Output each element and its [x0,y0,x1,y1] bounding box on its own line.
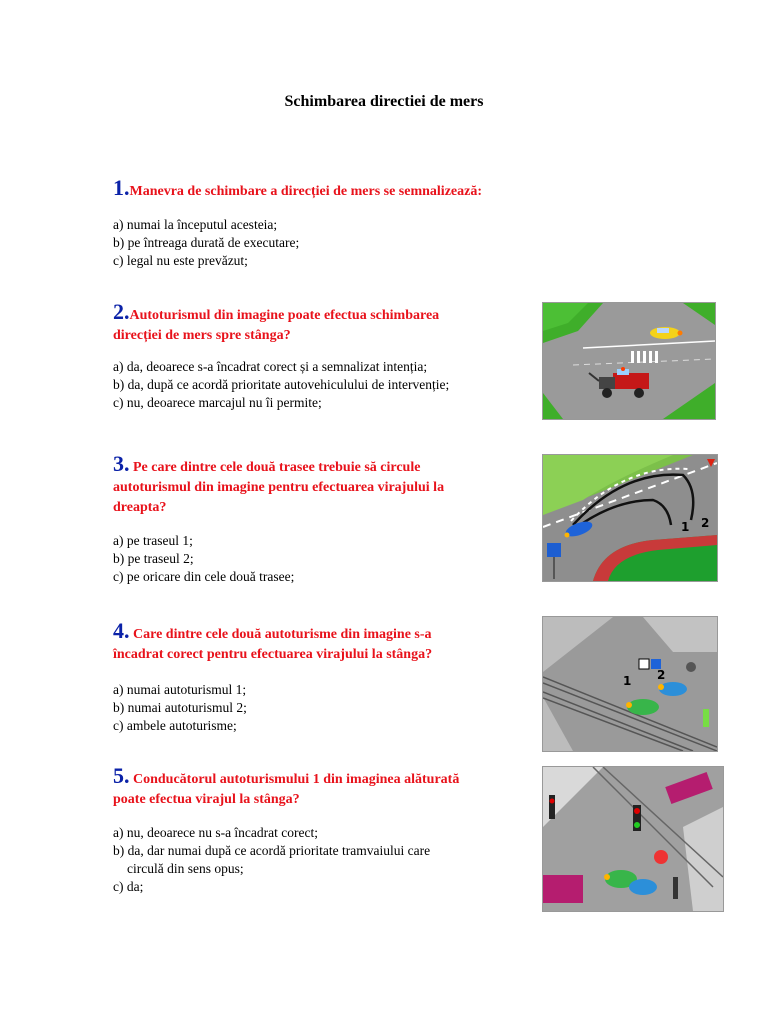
question-3-text-line1: Pe care dintre cele două trasee trebuie să circule [129,460,421,475]
question-4-answers [113,681,513,735]
question-3-number: 3. [113,451,130,476]
question-1-answers [113,216,573,270]
question-5-text-line1: Conducătorul autoturismului 1 din imaginea alăturată [129,772,460,787]
answer-5b[interactable]: b) da, dar numai după ce acordă prioritate tramvaiului care [113,843,431,858]
answer-4c[interactable]: c) ambele autoturisme; [113,718,237,733]
question-2-text-line1: Autoturismul din imagine poate efectua schimbarea [129,308,440,323]
path-label-1: 1 [681,520,690,534]
answer-2a[interactable]: a) da, deoarece s-a încadrat corect și a semnalizat intenția; [113,359,428,374]
motorcycle-icon [686,662,696,672]
answer-1c[interactable]: c) legal nu este prevăzut; [113,253,248,268]
question-5-heading [113,763,513,810]
intersection-tow-truck-illustration [543,303,715,419]
question-3-image [542,454,718,582]
blue-car-icon [629,879,657,895]
question-2-heading [113,299,513,346]
pedestrian-icon [673,877,678,899]
direction-sign-icon [547,543,561,557]
question-1-heading [113,175,573,202]
question-5-number: 5. [113,763,130,788]
question-2-text-line2: direcției de mers spre stânga? [113,328,291,343]
car-label-2: 2 [657,668,666,682]
question-5-answers [113,824,513,896]
question-1 [113,175,573,270]
answer-2c[interactable]: c) nu, deoarece marcajul nu îi permite; [113,395,322,410]
pedestrian-icon [703,709,709,727]
question-4-image [542,616,718,752]
question-4-text-line1: Care dintre cele două autoturisme din imagine s-a [129,627,432,642]
path-label-2: 2 [701,516,710,530]
question-4-heading [113,618,513,665]
answer-4a[interactable]: a) numai autoturismul 1; [113,682,247,697]
question-2 [113,299,513,412]
answer-5b-continued: circulă din sens opus; [127,861,244,876]
answer-5a[interactable]: a) nu, deoarece nu s-a încadrat corect; [113,825,319,840]
answer-2b[interactable]: b) da, după ce acordă prioritate autovehiculului de intervenție; [113,377,450,392]
answer-3a[interactable]: a) pe traseul 1; [113,533,193,548]
question-5-image [542,766,724,912]
question-3 [113,451,513,586]
question-3-answers [113,532,513,586]
answer-4b[interactable]: b) numai autoturismul 2; [113,700,247,715]
question-5-text-line2: poate efectua virajul la stânga? [113,792,300,807]
question-4-text-line2: încadrat corect pentru efectuarea virajului la stânga? [113,647,433,662]
question-3-text-line3: dreapta? [113,500,167,515]
answer-5c[interactable]: c) da; [113,879,144,894]
question-5 [113,763,513,896]
question-2-answers [113,358,513,412]
left-turn-cars-illustration [543,617,717,751]
question-2-number: 2. [113,299,130,324]
page-title: Schimbarea directiei de mers [284,93,484,110]
question-3-text-line2: autoturismul din imagine pentru efectuarea virajului la [113,480,445,495]
question-1-number: 1. [113,175,130,200]
question-1-text: Manevra de schimbare a direcției de mers se semnalizează: [129,184,483,199]
question-3-heading [113,451,513,518]
answer-1b[interactable]: b) pe întreaga durată de executare; [113,235,300,250]
question-2-image [542,302,716,420]
right-turn-paths-illustration [543,455,717,581]
answer-3c[interactable]: c) pe oricare din cele două trasee; [113,569,295,584]
answer-3b[interactable]: b) pe traseul 2; [113,551,194,566]
question-4 [113,618,513,735]
tram-intersection-illustration [543,767,723,911]
question-4-number: 4. [113,618,130,643]
red-light-glow-icon [654,850,668,864]
answer-1a[interactable]: a) numai la începutul acesteia; [113,217,278,232]
car-label-1: 1 [623,674,632,688]
